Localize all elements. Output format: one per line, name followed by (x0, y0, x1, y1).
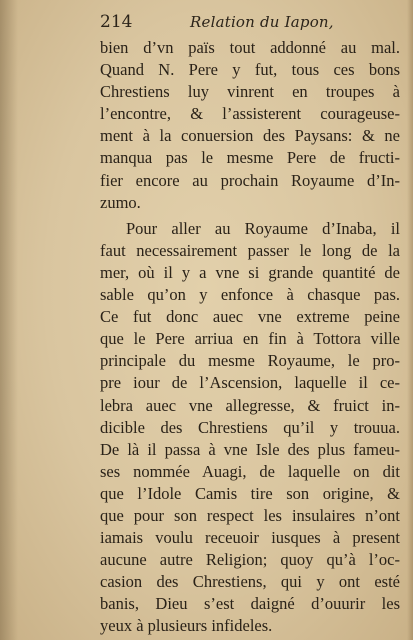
text-line: pre iour de l’Ascension, laquelle il ce- (100, 373, 400, 393)
text-line: De là il passa à vne Isle des plus fameu- (100, 439, 400, 459)
text-line: casion des Chrestiens, qui y ont esté (100, 572, 400, 592)
text-line: banis, Dieu s’est daigné d’ouurir les (100, 594, 400, 614)
text-line: manqua pas le mesme Pere de fructi- (100, 148, 400, 168)
paragraph-2 (100, 218, 400, 638)
text-line: Chrestiens luy vinrent en troupes à (100, 82, 400, 102)
text-line: ment à la conuersion des Paysans: & ne (100, 126, 400, 146)
text-line: iamais voulu receuoir iusques à present (100, 528, 400, 548)
page-header (100, 10, 400, 34)
text-line: Pour aller au Royaume d’Inaba, il (126, 218, 400, 238)
text-line: Quand N. Pere y fut, tous ces bons (100, 60, 400, 80)
text-line: que pour son respect les insulaires n’ont (100, 505, 400, 525)
text-line: sable qu’on y enfonce à chasque pas. (100, 285, 400, 305)
text-line: que l’Idole Camis tire son origine, & (100, 483, 400, 503)
body-text (100, 37, 400, 638)
text-line: que le Pere arriua en fin à Tottora ville (100, 329, 400, 349)
text-line: zumo. (100, 192, 141, 212)
text-line: l’encontre, & l’assisterent courageuse- (100, 104, 400, 124)
text-line: fier encore au prochain Royaume d’In- (100, 170, 400, 190)
text-line: dicible des Chrestiens qu’il y trouua. (100, 417, 400, 437)
text-line: principale du mesme Royaume, le pro- (100, 351, 400, 371)
text-line: aucune autre Religion; quoy qu’à l’oc- (100, 550, 400, 570)
page-number: 214 (100, 12, 133, 32)
running-title: Relation du Iapon, (190, 13, 334, 31)
paragraph-1 (100, 37, 400, 214)
text-line: Ce fut donc auec vne extreme peine (100, 307, 400, 327)
text-line: faut necessairement passer le long de la (100, 240, 400, 260)
text-line: yeux à plusieurs infideles. (100, 616, 273, 636)
text-line: mer, où il y a vne si grande quantité de (100, 262, 400, 282)
page-edge (407, 0, 413, 640)
text-line: lebra auec vne allegresse, & fruict in- (100, 395, 400, 415)
gutter-shadow (0, 0, 18, 640)
text-line: bien d’vn païs tout addonné au mal. (100, 38, 400, 57)
text-line: ses nommée Auagi, de laquelle on dit (100, 461, 400, 481)
